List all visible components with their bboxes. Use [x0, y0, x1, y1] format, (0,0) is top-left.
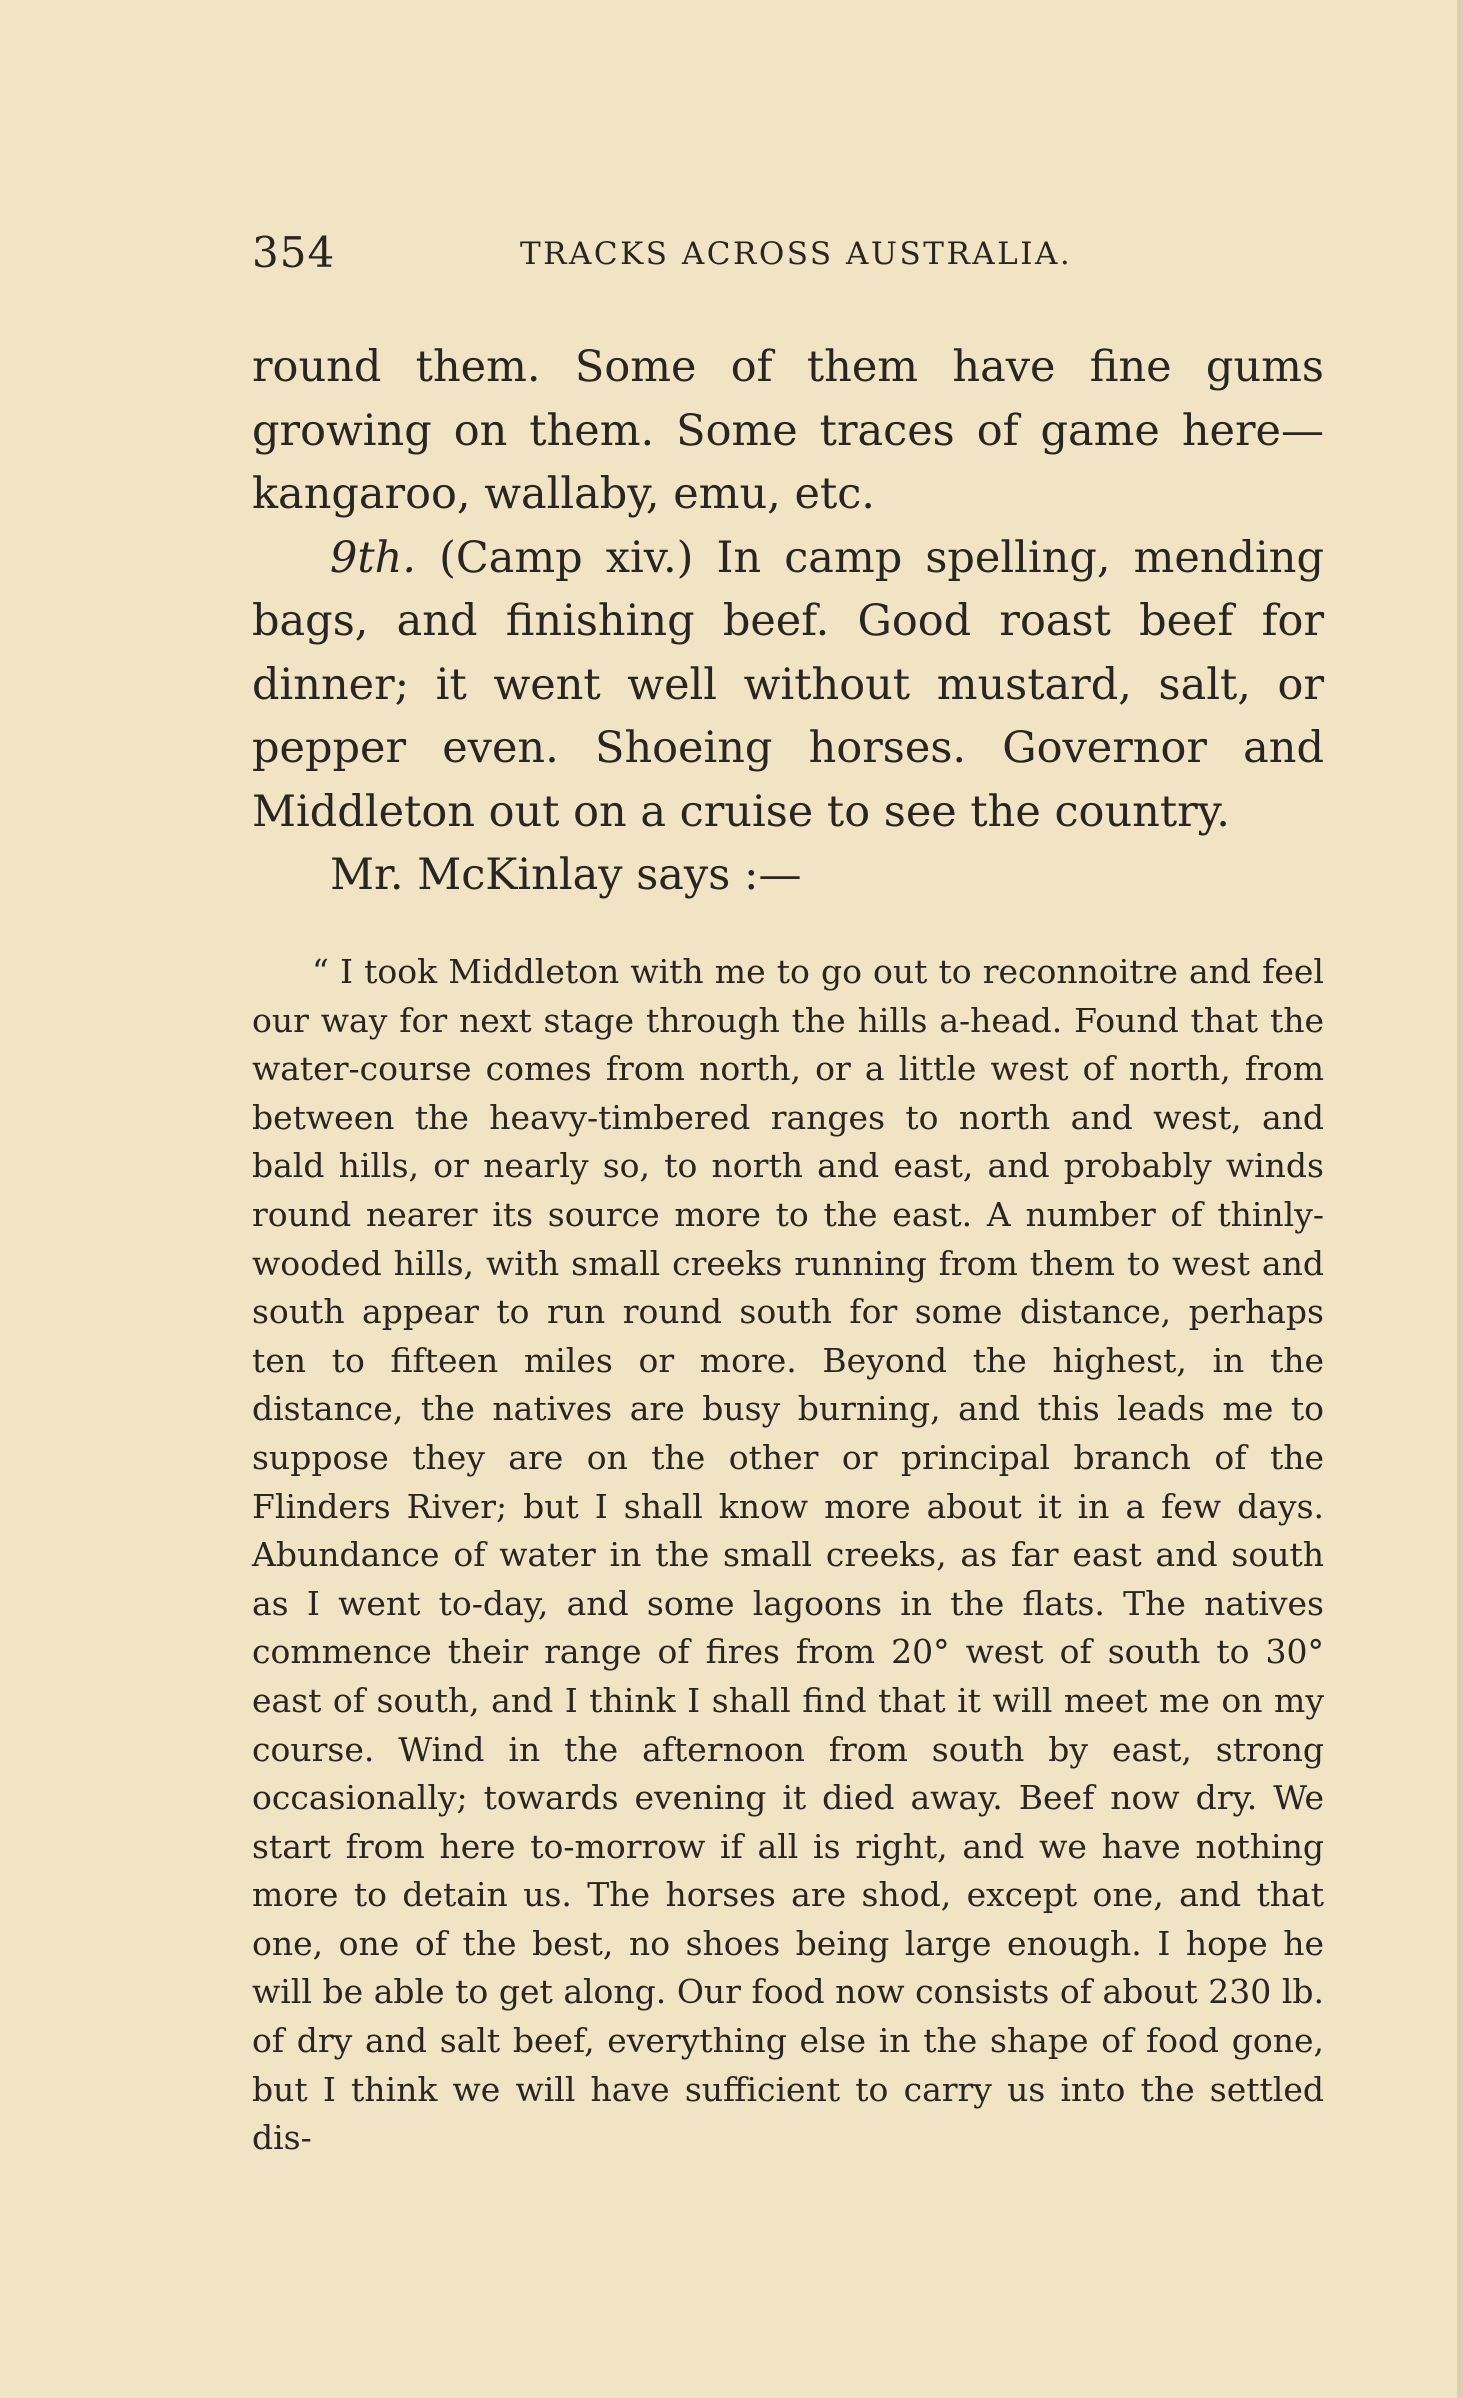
paragraph-3: Mr. McKinlay says :—	[330, 850, 802, 900]
date-label: 9th.	[330, 532, 416, 583]
paragraph-2	[252, 527, 1324, 845]
body-text	[252, 336, 1324, 908]
quoted-extract	[252, 948, 1324, 2163]
page-number: 354	[252, 228, 336, 277]
running-title: TRACKS ACROSS AUSTRALIA.	[520, 236, 1073, 272]
page-header	[252, 228, 1324, 288]
quote-paragraph: “ I took Middleton with me to go out to reconnoitre and feel our way for next stage through the hills a-head. Found that the water-course comes from north, or a little west of north, from between the heavy-timbered ranges to north and west, and bald hills, or nearly so, to north and east, and probably winds round nearer its source more to the east. A number of thinly-wooded hills, with small creeks running from them to west and south appear to run round south for some distance, perhaps ten to fifteen miles or more. Beyond the highest, in the distance, the natives are busy burning, and this leads me to suppose they are on the other or principal branch of the Flinders River; but I shall know more about it in a few days. Abundance of water in the small creeks, as far east and south as I went to-day, and some lagoons in the flats. The natives commence their range of fires from 20° west of south to 30° east of south, and I think I shall find that it will meet me on my course. Wind in the afternoon from south by east, strong occasionally; towards evening it died away. Beef now dry. We start from here to-morrow if all is right, and we have nothing more to detain us. The horses are shod, except one, and that one, one of the best, no shoes being large enough. I hope he will be able to get along. Our food now consists of about 230 lb. of dry and salt beef, everything else in the shape of food gone, but I think we will have sufficient to carry us into the settled dis-	[252, 952, 1324, 2158]
paragraph-1: round them. Some of them have fine gums growing on them. Some traces of game here—kangaroo, wallaby, emu, etc.	[252, 342, 1324, 519]
paragraph-2-text: (Camp xiv.) In camp spelling, mending bags, and finishing beef. Good roast beef for dinner; it went well without mustard, salt, or pepper even. Shoeing horses. Governor and Middleton out on a cruise to see the country.	[252, 532, 1324, 837]
page-edge	[1457, 0, 1463, 2398]
